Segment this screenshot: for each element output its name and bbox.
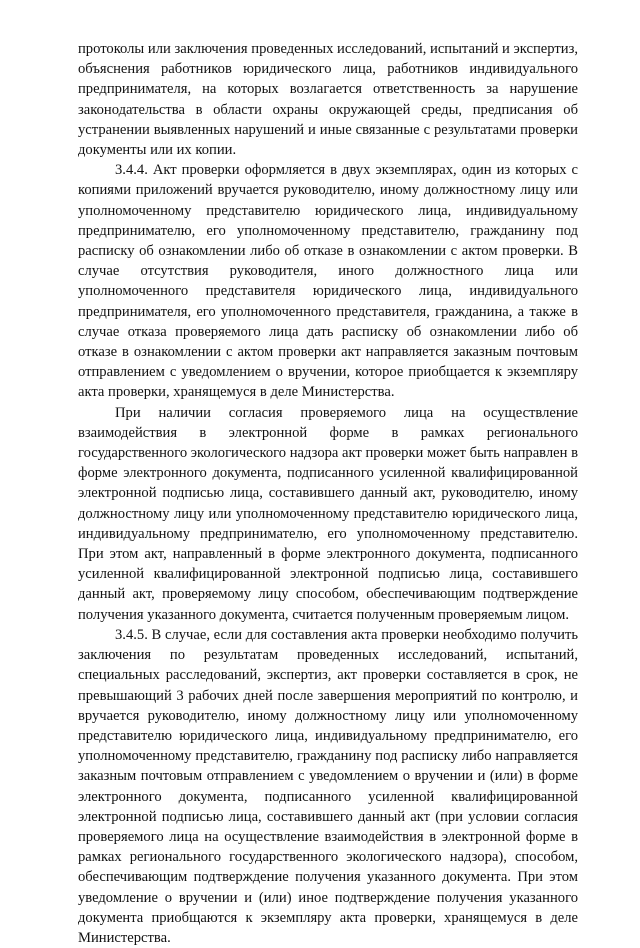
paragraph-continuation: протоколы или заключения проведенных исследований, испытаний и экспертиз, объяснения работников юридического лица, работников индивидуального предпринимателя, на которых возлагается ответственность за нарушение законодательства в области охраны окружающей среды, предписания об устранении выявленных нарушений и иные связанные с результатами проверки документы или их копии. xyxy=(78,41,578,159)
paragraph-3-4-4: 3.4.4. Акт проверки оформляется в двух экземплярах, один из которых с копиями приложений вручается руководителю, иному должностному лицу или уполномоченному представителю юридического лица, индивидуальному предпринимателю, его уполномоченному представителю, гражданину под расписку об ознакомлении либо об отказе в ознакомлении с актом проверки. В случае отсутствия руководителя, иного должностного лица или уполномоченного представителя юридического лица, индивидуального предпринимателя, его уполномоченного представителя, гражданина, а также в случае отказа проверяемого лица дать расписку об ознакомлении либо об отказе в ознакомлении с актом проверки акт направляется заказным почтовым отправлением с уведомлением о вручении, которое приобщается к экземпляру акта проверки, хранящемуся в деле Министерства. xyxy=(78,162,578,401)
document-page xyxy=(78,39,578,948)
paragraph-electronic-form: При наличии согласия проверяемого лица на осуществление взаимодействия в электронной форме в рамках регионального государственного экологического надзора акт проверки может быть направлен в форме электронного документа, подписанного усиленной квалифицированной электронной подписью лица, составившего данный акт, руководителю, иному должностному лицу или уполномоченному представителю юридического лица, индивидуальному предпринимателю, его уполномоченному представителю. При этом акт, направленный в форме электронного документа, подписанного усиленной квалифицированной электронной подписью лица, составившего данный акт, проверяемому лицу способом, обеспечивающим подтверждение получения указанного документа, считается полученным проверяемым лицом. xyxy=(78,404,578,623)
paragraph-3-4-5: 3.4.5. В случае, если для составления акта проверки необходимо получить заключения по результатам проведенных исследований, испытаний, специальных расследований, экспертиз, акт проверки составляется в срок, не превышающий 3 рабочих дней после завершения мероприятий по контролю, и вручается руководителю, иному должностному лицу или уполномоченному представителю юридического лица, индивидуальному предпринимателю, его уполномоченному представителю, гражданину под расписку либо направляется заказным почтовым отправлением с уведомлением о вручении и (или) в форме электронного документа, подписанного усиленной квалифицированной электронной подписью лица, составившего данный акт (при условии согласия проверяемого лица на осуществление взаимодействия в электронной форме в рамках регионального государственного экологического надзора), способом, обеспечивающим подтверждение получения указанного документа. При этом уведомление о вручении и (или) иное подтверждение получения указанного документа приобщаются к экземпляру акта проверки, хранящемуся в деле Министерства. xyxy=(78,626,578,946)
